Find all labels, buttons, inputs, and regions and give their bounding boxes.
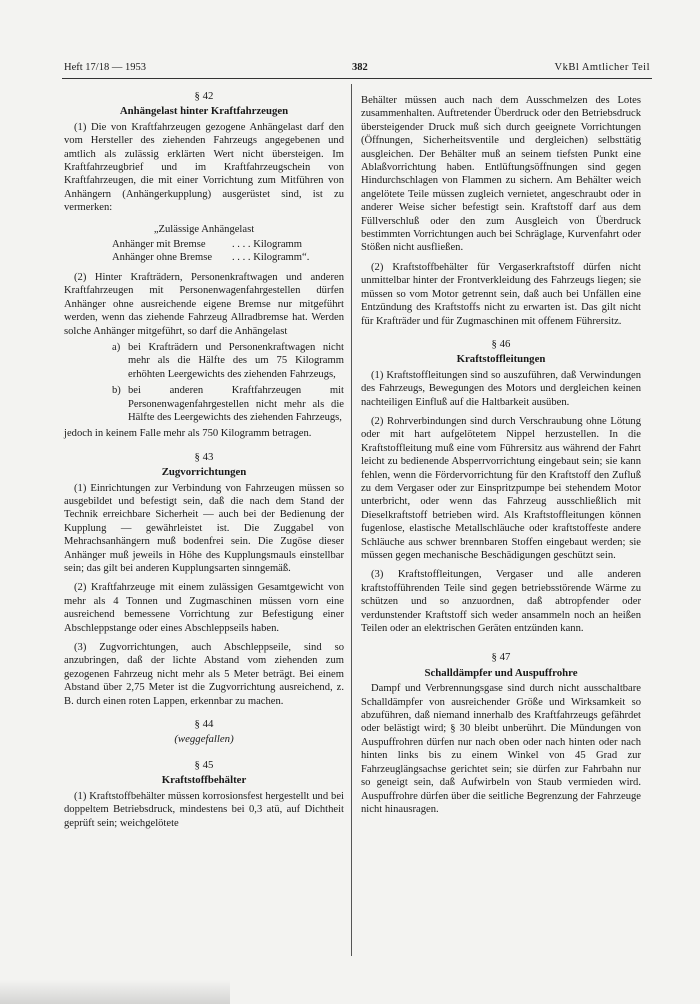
section-title: Anhängelast hinter Kraftfahrzeugen: [119, 105, 289, 118]
paragraph: (3) Zugvorrichtungen, auch Abschleppseile, sind so anzubringen, daß der lichte Abstand vom ziehenden zum gezogenen Fahrzeug nicht mehr als 5 Meter beträgt. Bei einem Abstand über 2,75 Meter ist die Zugvorrichtung ausreichend, z. B. durch einen roten Lappen, erkennbar zu machen.: [64, 642, 344, 707]
list-item: [112, 384, 344, 424]
issue-label: Heft 17/18 — 1953: [64, 62, 146, 73]
scan-edge: [0, 980, 230, 1004]
paragraph: (1) Kraftstoffleitungen sind so auszuführen, daß Verwindungen des Fahrzeugs, Bewegungen des Motors und dergleichen keinen nachteiligen Einfluß auf die Haltbarkeit ausüben.: [361, 369, 641, 408]
paragraph: (2) Rohrverbindungen sind durch Verschraubung ohne Lötung oder mit hart aufgelötetem Nippel herzustellen. In die Kraftstoffleitung muß eine vom Führersitz aus während der Fahrt leicht zu bedienende Absperrvorrichtung eingebaut sein; sie kann fehlen, wenn die Fördervorrichtung für den Kraftstoff den Zufluß zu dem Vergaser oder zur Einspritzpumpe bei stehendem Motor unterbricht, oder wenn das Fahrzeug ausschließlich mit Dieselkraftstoff betrieben wird. Als Kraftstoffleitungen können fugenlose, elastische Metallschläuche oder kraftstoffeste andere Schläuche aus schwer brennbaren Stoffen eingebaut werden; sie müssen gegen mechanische Beschädigungen geschützt sein.: [361, 415, 641, 561]
list-text: bei Krafträdern und Personenkraftwagen nicht mehr als die Hälfte des um 75 Kilogramm erhöhten Leergewichts des ziehenden Fahrzeugs,: [128, 341, 344, 380]
publication-label: VkBl Amtlicher Teil: [554, 62, 650, 73]
paragraph: Dampf und Verbrennungsgase sind durch nicht ausschaltbare Schalldämpfer von ausreichender Größe und Wirksamkeit so abzuführen, daß niemand innerhalb des Kraftfahrzeugs gefährdet oder belästigt wird; § 30 bleibt unberührt. Die Mündungen von Auspuffrohren dürfen nur nach oben oder nach hinten oder nach hinten links bis zu einem Winkel von 45 Grad zur Fahrzeuglängsachse gerichtet sein; sie dürfen zur Fahrbahn nur so geneigt sein, daß Aufwirbeln von Staub vermieden wird. Auspuffrohre dürfen über die seitliche Begrenzung der Fahrzeuge nicht hinausragen.: [361, 683, 641, 815]
row-value: . . . . Kilogramm“.: [232, 252, 310, 264]
section-title: Schalldämpfer und Auspuffrohre: [424, 666, 578, 679]
list-item: [112, 341, 344, 381]
paragraph: (1) Kraftstoffbehälter müssen korrosionsfest hergestellt und bei doppeltem Betriebsdruck, mindestens bei 0,3 atü, auf Dichtheit geprüft sein; weichgelötete: [64, 790, 344, 829]
section-number: § 46: [491, 337, 511, 350]
paragraph: Behälter müssen auch nach dem Ausschmelzen des Lotes zusammenhalten. Auftretender Überdruck oder den Betriebsdruck übersteigender Druck muß sich durch geeignete Vorrichtungen (Öffnungen, Sicherheitsventile und dergleichen) selbsttätig ausgleichen. Der Behälter muß an seinem tiefsten Punkt eine Ablaßvorrichtung haben. Entlüftungsöffnungen sind gegen Hindurchschlagen von Flammen zu sichern. Am Behälter weich angelötete Teile müssen zugleich vernietet, angeschraubt oder in anderer Weise sicher befestigt sein. Kraftstoff darf aus dem Füllverschluß oder den zum Ausgleich von Überdruck bestimmten Vorrichtungen auch bei Schräglage, Kurvenfahrt oder Stößen nicht ausfließen.: [361, 95, 641, 254]
header-rule: [62, 78, 652, 79]
section-number: § 42: [194, 90, 214, 102]
list-marker: b): [112, 385, 121, 397]
page-header: [64, 62, 650, 78]
paragraph: jedoch in keinem Falle mehr als 750 Kilogramm betragen.: [64, 428, 312, 440]
quote-heading: „Zulässige Anhängelast: [153, 223, 255, 235]
section-number: § 47: [491, 651, 511, 664]
row-value: . . . . Kilogramm: [232, 239, 303, 251]
form-row: [112, 251, 344, 264]
section-number: § 43: [194, 450, 214, 463]
section-title: Zugvorrichtungen: [161, 466, 247, 479]
right-column: [361, 94, 641, 816]
form-row: [112, 238, 344, 251]
paragraph: (1) Die von Kraftfahrzeugen gezogene Anhängelast darf den vom Hersteller des ziehenden Fahrzeugs angegebenen und amtlich als zulässig erklärten Wert nicht übersteigen. Im Kraftfahrzeugbrief und im Kraftfahrzeugschein von Kraftfahrzeugen, die mit einer Vorrichtung zum Mitführen von Anhängern (Anhängerkupplung) ausgerüstet sind, ist zu vermerken:: [64, 121, 344, 214]
page-number: 382: [352, 62, 368, 73]
section-number: § 44: [194, 718, 214, 731]
left-column: [64, 90, 344, 830]
list-marker: a): [112, 341, 121, 353]
row-label: Anhänger ohne Bremse: [112, 252, 213, 264]
section-number: § 45: [194, 758, 214, 771]
column-divider: [351, 84, 352, 956]
list-text: bei anderen Kraftfahrzeugen mit Personenwagenfahrgestellen nicht mehr als die Hälfte des Leergewichts des ziehenden Fahrzeugs,: [128, 385, 344, 423]
section-title: (weggefallen): [174, 733, 234, 746]
paragraph: (2) Kraftstoffbehälter für Vergaserkraftstoff dürfen nicht unmittelbar hinter der Frontverkleidung des Fahrzeugs liegen; sie müssen so vom Motor getrennt sein, daß auch bei Unfällen eine Entzündung des Kraftstoffs nicht zu erwarten ist. Das gilt nicht für Krafträder und für Zugmaschinen mit offenem Führersitz.: [361, 261, 641, 327]
section-title: Kraftstoffbehälter: [161, 774, 247, 787]
section-title: Kraftstoffleitungen: [456, 353, 546, 366]
paragraph: (1) Einrichtungen zur Verbindung von Fahrzeugen müssen so ausgebildet und befestigt sein, daß die nach dem Stand der Technik erreichbare Sicherheit — auch bei der Bedienung der Kupplung — gewährleistet ist. Die Zuggabel von Mehrachsanhängern muß bodenfrei sein. Die Zugöse dieser Anhänger muß jeweils in Höhe des Kupplungsmauls einstellbar sein; das gilt bei anderen Kupplungsarten sinngemäß.: [64, 482, 344, 574]
row-label: Anhänger mit Bremse: [112, 239, 206, 251]
paragraph: (3) Kraftstoffleitungen, Vergaser und alle anderen kraftstofführenden Teile sind gegen betriebsstörende Wärme zu schützen und so anzuordnen, daß abtropfender oder verdunstender Kraftstoff sich weder ansammeln noch an heißen Teilen oder an elektrischen Geräten entzünden kann.: [361, 569, 641, 635]
paragraph: (2) Kraftfahrzeuge mit einem zulässigen Gesamtgewicht von mehr als 4 Tonnen und Zugmaschinen müssen vorn eine ausreichend bemessene Vorrichtung zur Befestigung einer Abschleppstange oder eines Abschleppseils haben.: [64, 582, 344, 634]
paragraph: (2) Hinter Krafträdern, Personenkraftwagen und anderen Kraftfahrzeugen mit Personenwagenfahrgestellen dürfen Anhänger ohne ausreichende eigene Bremse nur mitgeführt werden, wenn das ziehende Fahrzeug Allradbremse hat. Werden solche Anhänger mitgeführt, so darf die Anhängelast: [64, 271, 344, 337]
